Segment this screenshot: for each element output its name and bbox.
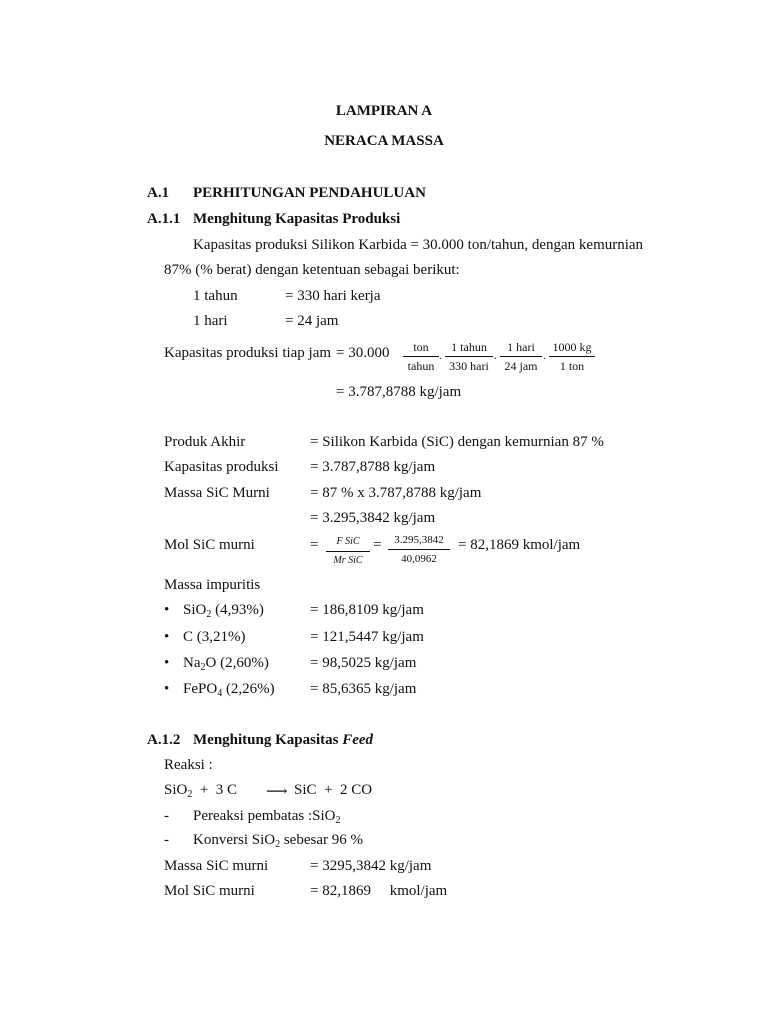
row-value: = 87 % x 3.787,8788 kg/jam [310, 485, 482, 501]
impurity-value: = 186,8109 kg/jam [310, 602, 424, 618]
section-a12-title: Menghitung Kapasitas Feed [193, 732, 374, 748]
mol-result: = 82,1869 kmol/jam [458, 537, 581, 553]
reaction-label: Reaksi : [164, 757, 213, 773]
bullet-icon: • [164, 629, 170, 645]
fraction-denominator: 330 hari [449, 359, 489, 373]
mol-eq-1: = [310, 537, 319, 553]
note-dash: - [164, 808, 169, 824]
section-a1-title: PERHITUNGAN PENDAHULUAN [193, 185, 426, 201]
impurity-name: SiO$_2$ (4,93%) [183, 602, 264, 620]
paragraph-line-2: 87% (% berat) dengan ketentuan sebagai berikut: [164, 262, 460, 278]
multiply-dot: . [439, 348, 442, 362]
row-value: = Silikon Karbida (SiC) dengan kemurnian 87 % [310, 434, 604, 450]
conversion-value: = 24 jam [285, 313, 339, 329]
row-label: Massa SiC Murni [164, 485, 270, 501]
bullet-icon: • [164, 681, 170, 697]
impurity-value: = 121,5447 kg/jam [310, 629, 424, 645]
kapasitas-eq: = 30.000 [336, 345, 390, 361]
conversion-label: 1 hari [193, 313, 228, 329]
fraction-hari-per-jam [500, 340, 542, 373]
section-a12-number: A.1.2 [147, 732, 181, 748]
row-value: = 82,1869 kmol/jam [310, 883, 448, 899]
fraction-bar [549, 356, 595, 357]
fraction-bar [500, 356, 542, 357]
conversion-label: 1 tahun [193, 288, 238, 304]
row-label: Massa SiC murni [164, 858, 269, 874]
fraction-bar [403, 356, 439, 357]
paragraph-line-1: Kapasitas produksi Silikon Karbida = 30.000 ton/tahun, dengan kemurnian [193, 237, 644, 253]
mol-eq-2: = [373, 537, 382, 553]
fraction-bar [445, 356, 493, 357]
fraction-denominator: Mr SiC [333, 555, 363, 566]
fraction-numerator: ton [413, 340, 429, 354]
fraction-fsic-per-mrsic [326, 535, 370, 568]
conversion-value: = 330 hari kerja [285, 288, 381, 304]
impurity-value: = 85,6365 kg/jam [310, 681, 417, 697]
impurities-title: Massa impuritis [164, 577, 261, 593]
fraction-mass-per-mr [388, 533, 450, 566]
row-value: = 3.295,3842 kg/jam [310, 510, 436, 526]
fraction-tahun-per-hari [445, 340, 493, 373]
multiply-dot: . [494, 348, 497, 362]
mol-label: Mol SiC murni [164, 537, 255, 553]
note-text: Pereaksi pembatas :SiO$_2$ [193, 808, 341, 826]
impurity-name: $Na_2O$ (2,60%) [183, 655, 269, 673]
appendix-title: LAMPIRAN A [335, 103, 433, 119]
section-a1-number: A.1 [147, 185, 170, 201]
fraction-numerator: 1 tahun [451, 340, 487, 354]
fraction-numerator: 1 hari [507, 340, 535, 354]
bullet-icon: • [164, 655, 170, 671]
appendix-subtitle: NERACA MASSA [324, 133, 444, 149]
kapasitas-label: Kapasitas produksi tiap jam [164, 345, 332, 361]
fraction-denominator: 1 ton [559, 359, 585, 373]
kapasitas-result: = 3.787,8788 kg/jam [336, 384, 462, 400]
fraction-bar [388, 549, 450, 550]
impurity-name: FePO$_4$ (2,26%) [183, 681, 275, 699]
fraction-numerator: 3.295,3842 [394, 534, 444, 546]
fraction-denominator: 24 jam [504, 359, 538, 373]
reaction-reactants: SiO$_2$ + 3 C [164, 782, 238, 800]
row-value: = 3295,3842 kg/jam [310, 858, 432, 874]
row-value: = 3.787,8788 kg/jam [310, 459, 436, 475]
reaction-products: SiC + 2 CO [294, 782, 373, 798]
section-a11-number: A.1.1 [147, 211, 181, 227]
reaction-arrow-icon: ⟶ [266, 784, 288, 800]
row-label: Produk Akhir [164, 434, 246, 450]
fraction-numerator: F SiC [336, 536, 360, 547]
impurity-value: = 98,5025 kg/jam [310, 655, 417, 671]
fraction-numerator: 1000 kg [552, 340, 592, 354]
fraction-ton-per-tahun [403, 340, 439, 373]
row-label: Kapasitas produksi [164, 459, 279, 475]
row-label: Mol SiC murni [164, 883, 255, 899]
fraction-denominator: 40,0962 [401, 553, 437, 565]
impurity-name: C (3,21%) [183, 629, 246, 645]
section-a11-title: Menghitung Kapasitas Produksi [193, 211, 401, 227]
fraction-bar [326, 551, 370, 552]
fraction-kg-per-ton [549, 340, 595, 373]
note-dash: - [164, 832, 169, 848]
multiply-dot: . [543, 348, 546, 362]
fraction-denominator: tahun [407, 359, 435, 373]
bullet-icon: • [164, 602, 170, 618]
note-text: Konversi SiO$_2$ sebesar 96 % [193, 832, 363, 850]
